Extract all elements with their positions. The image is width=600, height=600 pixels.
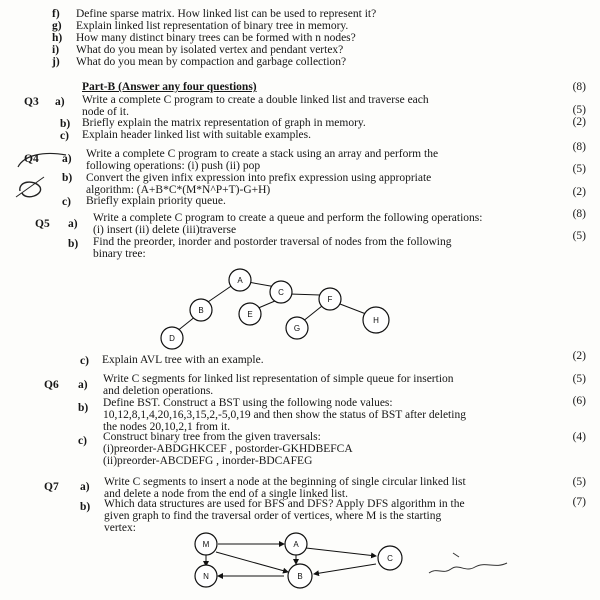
q4b-marks: (5) <box>572 163 586 175</box>
q6b-label: b) <box>78 402 89 414</box>
item-g-label: g) <box>52 20 62 32</box>
q5a-label: a) <box>68 218 78 230</box>
binary-tree-diagram <box>150 262 410 362</box>
q4a-label: a) <box>62 153 72 165</box>
q3-number: Q3 <box>24 96 39 108</box>
q7b-line2: given graph to find the traversal order of vertices, where M is the starting <box>104 510 442 522</box>
q6b-line1: Define BST. Construct a BST using the following node values: <box>103 397 393 409</box>
q5b-line2: binary tree: <box>93 248 146 260</box>
q6c-line3: (ii)preorder-ABCDEFG , inorder-BDCAFEG <box>103 455 313 467</box>
q3b-text: Briefly explain the matrix representation of graph in memory. <box>82 117 366 129</box>
graph-label-n: N <box>203 572 209 581</box>
q5c-text: Explain AVL tree with an example. <box>102 354 264 366</box>
q6b-marks: (6) <box>572 395 586 407</box>
q6c-marks: (4) <box>572 431 586 443</box>
tree-label-a: A <box>237 276 243 285</box>
q3b-label: b) <box>60 118 71 130</box>
graph-label-c: C <box>387 554 393 563</box>
q5b-label: b) <box>68 238 79 250</box>
q3c-text: Explain header linked list with suitable examples. <box>82 129 311 141</box>
item-j-label: j) <box>52 56 60 68</box>
q3c-label: c) <box>60 130 69 142</box>
item-h-label: h) <box>52 32 63 44</box>
q7a-label: a) <box>80 481 90 493</box>
tree-label-c: C <box>278 288 284 297</box>
item-f-label: f) <box>52 8 60 20</box>
q4c-label: c) <box>62 196 71 208</box>
q6a-line1: Write C segments for linked list representation of simple queue for insertion <box>103 373 454 385</box>
q4b-line1: Convert the given infix expression into prefix expression using appropriate <box>86 172 432 184</box>
q6a-line2: and deletion operations. <box>103 385 214 397</box>
handwritten-signature <box>425 545 515 585</box>
item-h-text: How many distinct binary trees can be formed with n nodes? <box>76 32 356 44</box>
q6-number: Q6 <box>44 379 59 391</box>
q5a-line2: (i) insert (ii) delete (iii)traverse <box>93 224 237 236</box>
tree-label-b: B <box>198 306 204 315</box>
tree-label-d: D <box>169 334 175 343</box>
q5b-line1: Find the preorder, inorder and postorder traversal of nodes from the following <box>93 236 452 248</box>
q4a-line2: following operations: (i) push (ii) pop <box>86 160 261 172</box>
item-g-text: Explain linked list representation of binary tree in memory. <box>76 20 349 32</box>
q7-number: Q7 <box>44 481 59 493</box>
q7a-marks: (5) <box>572 476 586 488</box>
q3a-marks: (5) <box>572 104 586 116</box>
item-i-text: What do you mean by isolated vertex and pendant vertex? <box>76 44 344 56</box>
q4a-line1: Write a complete C program to create a stack using an array and perform the <box>86 148 439 160</box>
q3a-label: a) <box>55 96 65 108</box>
q7b-line1: Which data structures are used for BFS and DFS? Apply DFS algorithm in the <box>104 498 465 510</box>
q6b-line3: the nodes 20,10,2,1 from it. <box>103 421 231 433</box>
item-j-text: What do you mean by compaction and garbage collection? <box>76 56 347 68</box>
q6c-label: c) <box>78 435 87 447</box>
q4-number: Q4 <box>24 153 39 165</box>
q6b-line2: 10,12,8,1,4,20,16,3,15,2,-5,0,19 and then show the status of BST after deleting <box>103 409 466 421</box>
q6a-marks: (5) <box>572 373 586 385</box>
graph-label-b: B <box>297 572 303 581</box>
q7a-line1: Write C segments to insert a node at the beginning of single circular linked list <box>104 476 466 488</box>
q4c-marks: (2) <box>572 186 586 198</box>
q5c-marks: (2) <box>572 350 586 362</box>
tree-label-e: E <box>247 310 253 319</box>
q3a-line1: Write a complete C program to create a double linked list and traverse each <box>82 94 429 106</box>
q6c-line1: Construct binary tree from the given traversals: <box>103 431 321 443</box>
tree-label-h: H <box>373 316 379 325</box>
q7b-marks: (7) <box>572 496 586 508</box>
q4b-line2: algorithm: (A+B*C*(M*N^P+T)-G+H) <box>86 184 271 196</box>
part-b-marks: (8) <box>572 81 586 93</box>
q5c-label: c) <box>80 355 89 367</box>
q5a-marks: (8) <box>572 208 586 220</box>
q7b-line3: vertex: <box>104 522 136 534</box>
handwritten-marks <box>14 145 74 205</box>
q6c-line2: (i)preorder-ABDGHKCEF , postorder-GKHDBEFCA <box>103 443 353 455</box>
q5-number: Q5 <box>35 218 50 230</box>
part-b-heading: Part-B (Answer any four questions) <box>82 81 257 93</box>
graph-label-m: M <box>202 540 210 549</box>
q4b-label: b) <box>62 172 73 184</box>
q5a-line1: Write a complete C program to create a queue and perform the following operations: <box>93 212 483 224</box>
q4c-text: Briefly explain priority queue. <box>86 195 226 207</box>
graph-label-a: A <box>293 540 299 549</box>
q3a-line2: node of it. <box>82 106 129 118</box>
q4a-marks: (8) <box>572 141 586 153</box>
directed-graph-diagram <box>180 528 420 600</box>
q7a-line2: and delete a node from the end of a single linked list. <box>104 488 348 500</box>
item-i-label: i) <box>52 44 60 56</box>
q7b-label: b) <box>80 501 91 513</box>
q3b-marks: (2) <box>572 116 586 128</box>
tree-label-f: F <box>327 295 333 304</box>
q5b-marks: (5) <box>572 230 586 242</box>
tree-label-g: G <box>293 324 301 333</box>
item-f-text: Define sparse matrix. How linked list can be used to represent it? <box>76 8 377 20</box>
q6a-label: a) <box>78 379 88 391</box>
